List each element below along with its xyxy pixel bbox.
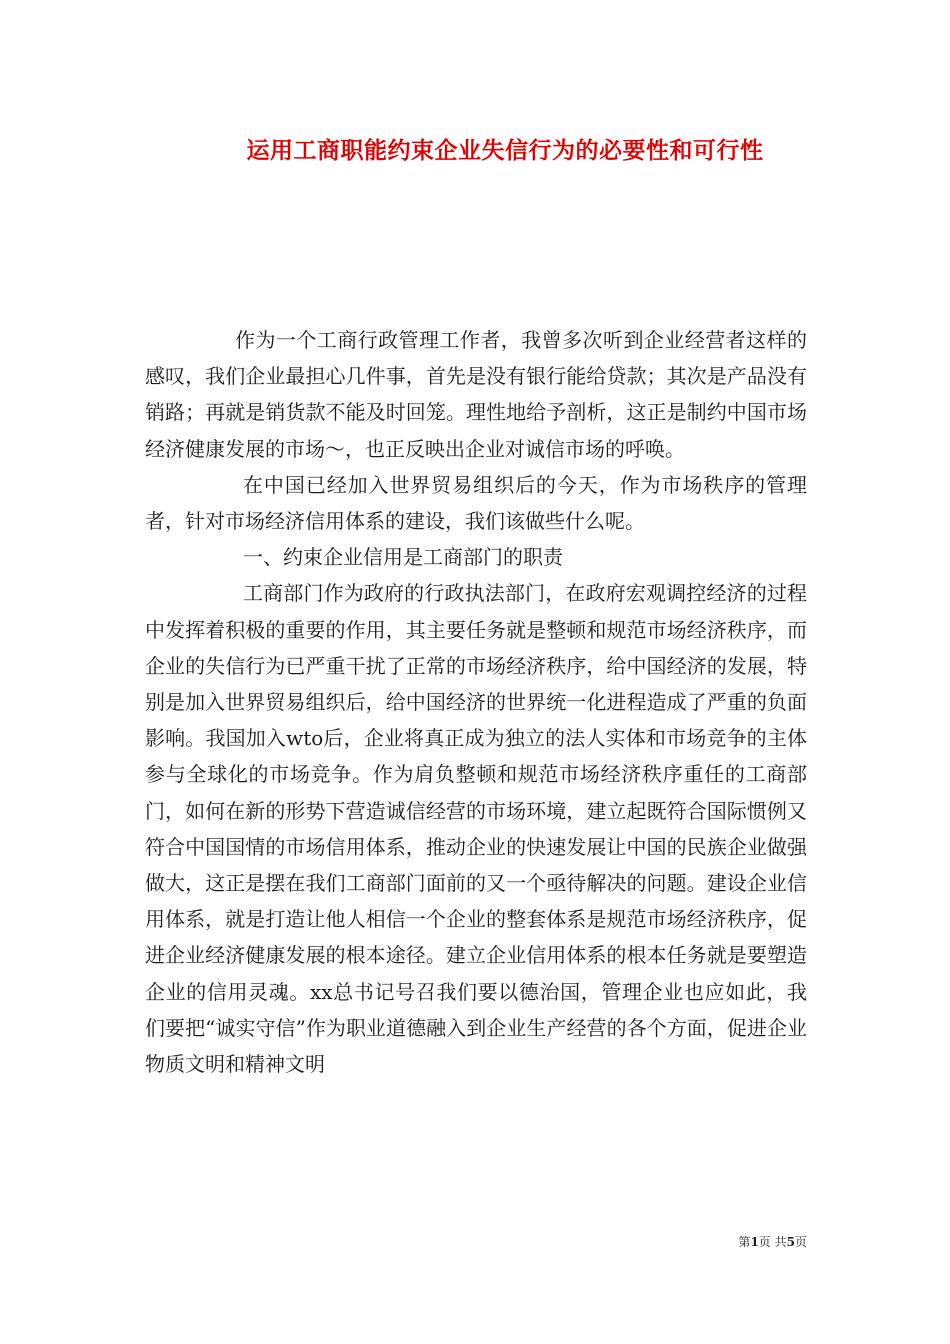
footer-total-pages: 5	[786, 1235, 795, 1249]
footer-suffix: 页	[794, 1235, 807, 1249]
paragraph: 工商部门作为政府的行政执法部门，在政府宏观调控经济的过程中发挥着积极的重要的作用，其主要任务就是整顿和规范市场经济秩序，而企业的失信行为已严重干扰了正常的市场经济秩序，给中国经济的发展，特别是加入世界贸易组织后，给中国经济的世界统一化进程造成了严重的负面影响。我国加入wto后，企业将真正成为独立的法人实体和市场竞争的主体参与全球化的市场竞争。作为肩负整顿和规范市场经济秩序重任的工商部门，如何在新的形势下营造诚信经营的市场环境，建立起既符合国际惯例又符合中国国情的市场信用体系，推动企业的快速发展让中国的民族企业做强做大，这正是摆在我们工商部门面前的又一个亟待解决的问题。建设企业信用体系，就是打造让他人相信一个企业的整套体系是规范市场经济秩序，促进企业经济健康发展的根本途径。建立企业信用体系的根本任务就是要塑造企业的信用灵魂。xx总书记号召我们要以德治国，管理企业也应如此，我们要把“诚实守信”作为职业道德融入到企业生产经营的各个方面，促进企业物质文明和精神文明	[145, 581, 807, 1077]
footer-middle: 页 共	[758, 1235, 787, 1249]
page-number-footer	[738, 1233, 807, 1250]
footer-prefix: 第	[738, 1235, 751, 1249]
paragraph: 在中国已经加入世界贸易组织后的今天，作为市场秩序的管理者，针对市场经济信用体系的建设，我们该做些什么呢。	[145, 472, 807, 534]
document-title-text: 运用工商职能约束企业失信行为的必要性和可行性	[246, 137, 764, 164]
paragraph: 作为一个工商行政管理工作者，我曾多次听到企业经营者这样的感叹，我们企业最担心几件事，首先是没有银行能给贷款；其次是产品没有销路；再就是销货款不能及时回笼。理性地给予剖析，这正是制约中国市场经济健康发展的市场～，也正反映出企业对诚信市场的呼唤。	[145, 328, 807, 461]
section-heading: 一、约束企业信用是工商部门的职责	[243, 545, 563, 570]
document-body	[145, 322, 807, 1082]
document-title	[0, 132, 950, 165]
footer-current-page: 1	[750, 1235, 759, 1249]
